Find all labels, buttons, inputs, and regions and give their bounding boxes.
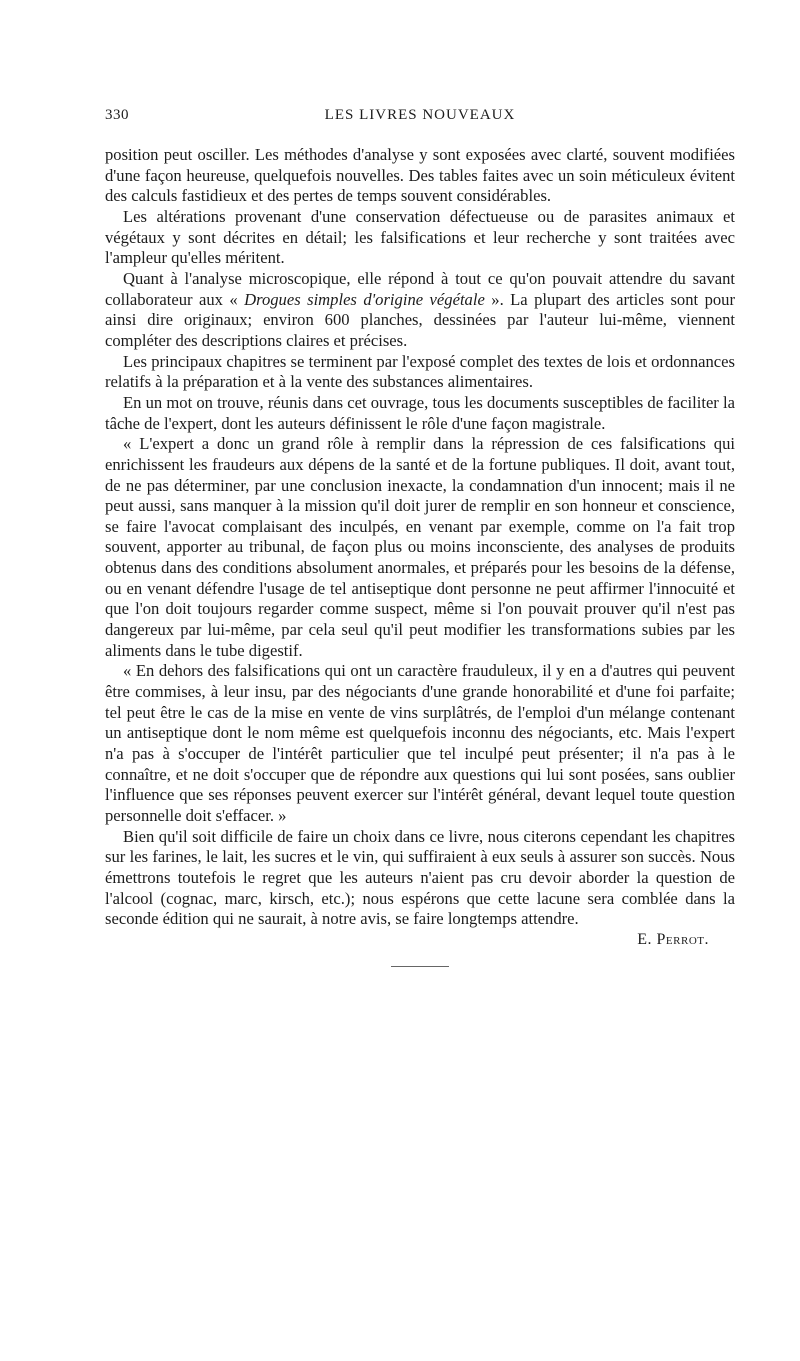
paragraph: En un mot on trouve, réunis dans cet ouvrage, tous les documents susceptibles de faciliter la tâche de l'expert, dont les auteurs définissent le rôle d'une façon magistrale. xyxy=(105,392,735,433)
signature-surname: Perrot. xyxy=(656,930,709,948)
article-body xyxy=(105,145,735,967)
paragraph: Les altérations provenant d'une conservation défectueuse ou de parasites animaux et végétaux y sont décrites en détail; les falsifications et leur recherche y sont traitées avec l'ampleur qu'elles méritent. xyxy=(105,206,735,268)
paragraph xyxy=(105,269,735,352)
paragraph: Les principaux chapitres se terminent par l'exposé complet des textes de lois et ordonnances relatifs à la préparation et à la vente des substances alimentaires. xyxy=(105,351,735,392)
page-number: 330 xyxy=(105,107,129,123)
paragraph: Bien qu'il soit difficile de faire un choix dans ce livre, nous citerons cependant les chapitres sur les farines, le lait, les sucres et le vin, qui suffiraient à eux seuls à assurer son succès. Nous émettrons toutefois le regret que les auteurs n'aient pas cru devoir aborder la question de l'alcool (cognac, marc, kirsch, etc.); nous espérons que cette lacune sera comblée dans la seconde édition qui ne saurait, à notre avis, se faire longtemps attendre. xyxy=(105,826,735,929)
book-title: Drogues simples d'origine végétale xyxy=(244,289,485,309)
signature-initial: E. xyxy=(637,930,653,948)
paragraph-text: ». La plupart des articles sont pour ainsi dire originaux; environ 600 planches, dessinées par l'auteur lui-même, viennent compléter des descriptions claires et précises. xyxy=(105,289,735,350)
paragraph-text: Quant à l'analyse microscopique, elle répond à tout ce qu'on pouvait attendre du savant collaborateur aux « xyxy=(105,268,735,309)
paragraph: position peut osciller. Les méthodes d'analyse y sont exposées avec clarté, souvent modifiées d'une façon heureuse, quelquefois nouvelles. Des tables faites avec un soin méticuleux évitent des calculs fastidieux et des pertes de temps souvent considérables. xyxy=(105,145,735,206)
author-signature xyxy=(105,930,735,951)
quoted-paragraph: « L'expert a donc un grand rôle à remplir dans la répression de ces falsifications qui enrichissent les fraudeurs aux dépens de la santé et de la fortune publiques. Il doit, avant tout, de ne pas déterminer, par une conclusion inexacte, la condamnation d'un innocent; mais il ne peut aussi, sans manquer à la mission qu'il doit jurer de remplir en son honneur et conscience, se faire l'avocat complaisant des inculpés, en venant par exemple, comme on l'a fait trop souvent, apporter au tribunal, de façon plus ou moins inconsciente, des analyses de produits obtenus dans des conditions absolument anormales, et préparés pour les besoins de la défense, ou en venant défendre l'usage de tel antiseptique dont personne ne peut affirmer l'innocuité et que l'on doit toujours regarder comme suspect, même si l'on pouvait prouver qu'il n'est pas dangereux par lui-même, par cela seul qu'il peut modifier les transformations subies par les aliments dans le tube digestif. xyxy=(105,434,735,660)
running-title: LES LIVRES NOUVEAUX xyxy=(324,107,516,123)
quoted-paragraph: « En dehors des falsifications qui ont un caractère frauduleux, il y en a d'autres qui peuvent être commises, à leur insu, par des négociants d'une grande honorabilité et d'une foi parfaite; tel peut être le cas de la mise en vente de vins surplâtrés, de l'emploi d'un mélange contenant un antiseptique dont le nom même est quelquefois inconnu des négociants, etc. Mais l'expert n'a pas à s'occuper de l'intérêt particulier que tel inculpé peut présenter; il n'a pas à le connaître, et ne doit s'occuper que de répondre aux questions qui lui sont posées, sans oublier l'influence que ses réponses peuvent exercer sur l'intérêt général, devant lequel toute question personnelle doit s'effacer. » xyxy=(105,661,735,825)
end-rule xyxy=(391,966,449,967)
page-header xyxy=(105,107,735,131)
